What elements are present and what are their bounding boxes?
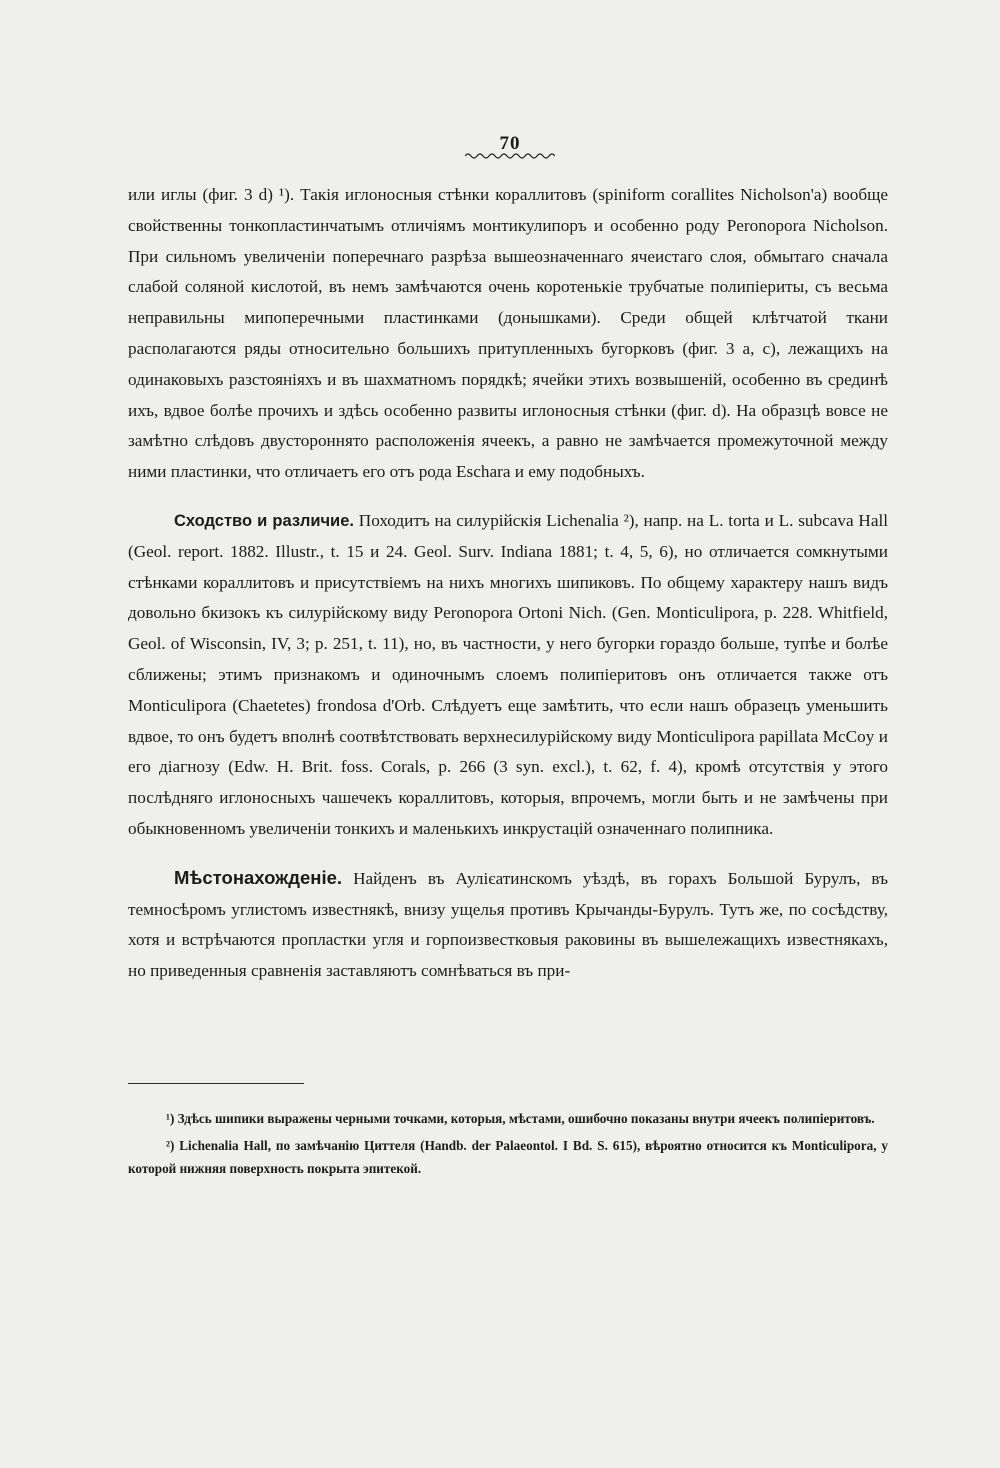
footnote-divider <box>128 1083 304 1084</box>
footnote-2: ²) Lichenalia Hall, по замѣчанію Циттеля (Handb. der Palaeontol. I Bd. S. 615), вѣроятно относится къ Monticulipora, у которой нижняя поверхность покрыта эпитекой. <box>128 1138 888 1176</box>
main-text <box>128 180 888 987</box>
footnotes <box>128 1107 888 1184</box>
section-heading-locality: Мѣстонахожденіе. <box>174 866 343 888</box>
paragraph-3 <box>128 863 888 987</box>
wavy-rule-ornament <box>465 151 555 161</box>
paragraph-2 <box>128 506 888 845</box>
paragraph-1 <box>128 180 888 488</box>
paragraph-text: Походитъ на силурійскія Lichenalia ²), напр. на L. torta и L. subcava Hall (Geol. report. 1882. Illustr., t. 15 и 24. Geol. Surv. Indiana 1881; t. 4, 5, 6), но отличается сомкнутыми стѣнками кораллитовъ и присутствіемъ на нихъ многихъ шипиковъ. По общему характеру нашъ видъ довольно бкизокъ къ силурійскому виду Peronopora Ortoni Nich. (Gen. Monticulipora, p. 228. Whitfield, Geol. of Wisconsin, IV, 3; p. 251, t. 11), но, въ частности, у него бугорки гораздо больше, тупѣе и болѣе сближены; этимъ признакомъ и одиночнымъ слоемъ полипіеритовъ онъ отличается также отъ Monticulipora (Chaetetes) frondosa d'Orb. Слѣдуетъ еще замѣтить, что если нашъ образецъ уменьшить вдвое, то онъ будетъ вполнѣ соотвѣтствовать верхнесилурійскому виду Monticulipora papillata McCoy и его діагнозу (Edw. H. Brit. foss. Corals, p. 266 (3 syn. excl.), t. 62, f. 4), кромѣ отсутствія у этого послѣдняго иглоносныхъ чашечекъ кораллитовъ, которыя, впрочемъ, могли быть и не замѣчены при обыкновенномъ увеличеніи тонкихъ и маленькихъ инкрустацій означеннаго полипника. <box>128 510 888 838</box>
footnote-1: ¹) Здѣсь шипики выражены черными точками, которыя, мѣстами, ошибочно показаны внутри ячеекъ полипіеритовъ. <box>166 1111 875 1126</box>
page-number: 70 <box>499 133 521 154</box>
paragraph-text: Найденъ въ Аулієатинскомъ уѣздѣ, въ горахъ Большой Бурулъ, въ темносѣромъ углистомъ известнякѣ, внизу ущелья противъ Крычанды-Бурулъ. Тутъ же, по сосѣдству, хотя и встрѣчаются пропластки угля и горпоизвестковыя раковины въ вышележащихъ известнякахъ, но приведенныя сравненія заставляютъ сомнѣваться въ при- <box>128 868 888 981</box>
paragraph-text: или иглы (фиг. 3 d) ¹). Такія иглоносныя стѣнки кораллитовъ (spiniform corallites Nicholson'a) вообще свойственны тонкопластинчатымъ отличіямъ монтикулипоръ и особенно роду Peronopora Nicholson. При сильномъ увеличеніи поперечнаго разрѣза вышеозначеннаго ячеистаго слоя, обмытаго сначала слабой соляной кислотой, въ немъ замѣчаются очень коротенькіе трубчатые полипіериты, съ весьма неправильны мипоперечными пластинками (донышками). Среди общей клѣтчатой ткани располагаются ряды относительно большихъ притупленныхъ бугорковъ (фиг. 3 a, c), лежащихъ на одинаковыхъ разстояніяхъ и въ шахматномъ порядкѣ; ячейки этихъ возвышеній, особенно въ срединѣ ихъ, вдвое болѣе прочихъ и здѣсь особенно развиты иглоносныя стѣнки (фиг. d). На образцѣ вовсе не замѣтно слѣдовъ двустороннято расположенія ячеекъ, а равно не замѣчается промежуточной между ними пластинки, что отличаетъ его отъ рода Eschara и ему подобныхъ. <box>128 185 888 482</box>
section-heading-similarity: Сходство и различие. <box>174 511 354 530</box>
